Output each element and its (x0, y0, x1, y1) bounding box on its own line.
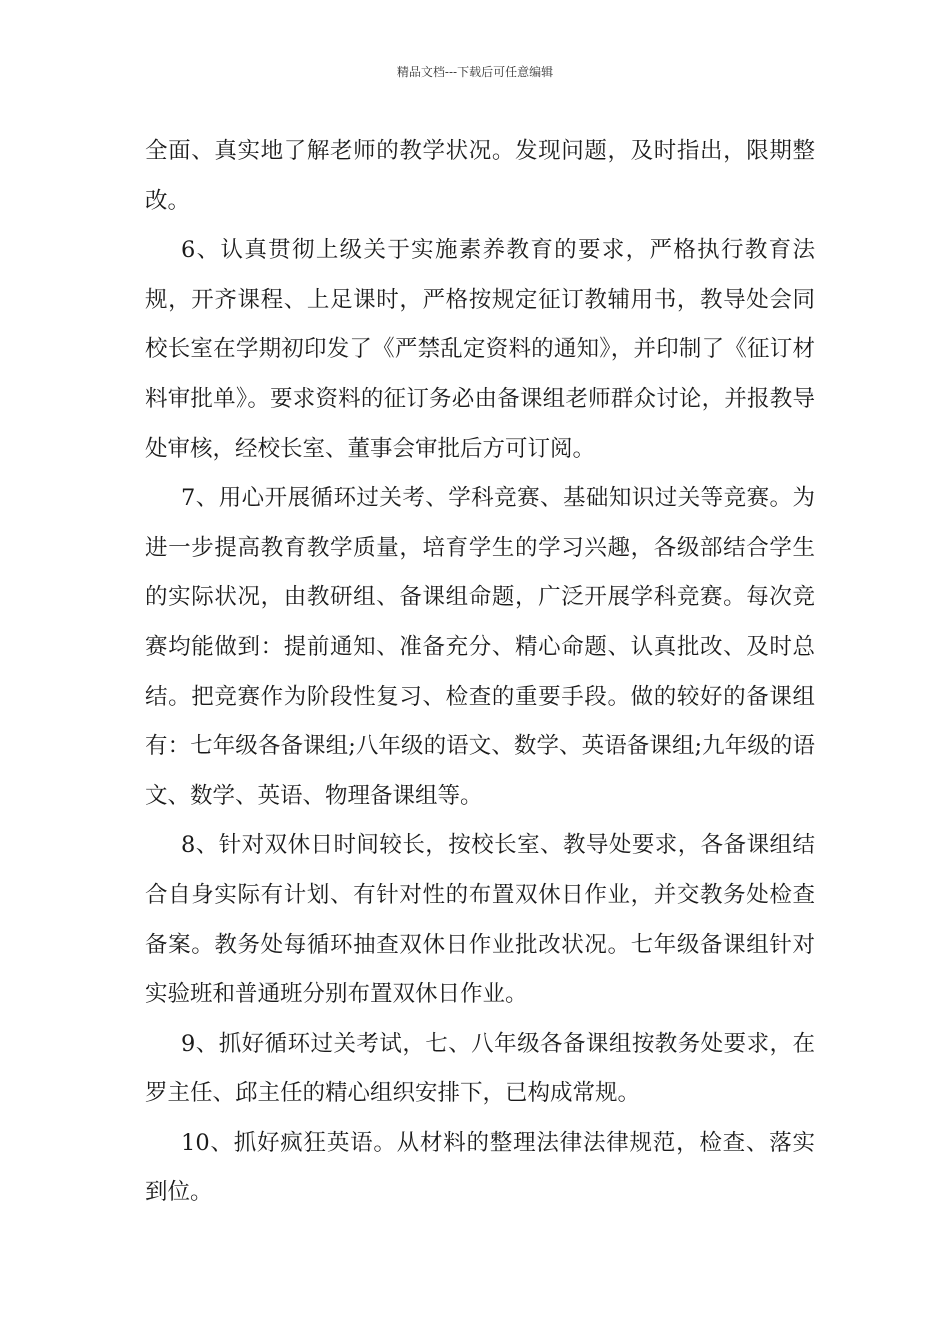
document-body (145, 127, 815, 1218)
header-text: 精品文档---下载后可任意编辑 (396, 65, 554, 79)
paragraph-item-9: 9、抓好循环过关考试，七、八年级各备课组按教务处要求，在罗主任、邱主任的精心组织安排下，已构成常规。 (145, 1030, 815, 1107)
page-header (0, 64, 950, 80)
paragraph-continuation: 全面、真实地了解老师的教学状况。发现问题，及时指出，限期整改。 (145, 138, 815, 214)
paragraph-item-6: 6、认真贯彻上级关于实施素养教育的要求，严格执行教育法规，开齐课程、上足课时，严格按规定征订教辅用书，教导处会同校长室在学期初印发了《严禁乱定资料的通知》，并印制了《征订材料审批单》。要求资料的征订务必由备课组老师群众讨论，并报教导处审核，经校长室、董事会审批后方可订阅。 (145, 237, 815, 462)
paragraph-item-7: 7、用心开展循环过关考、学科竞赛、基础知识过关等竞赛。为进一步提高教育教学质量，培育学生的学习兴趣，各级部结合学生的实际状况，由教研组、备课组命题，广泛开展学科竞赛。每次竞赛均能做到：提前通知、准备充分、精心命题、认真批改、及时总结。把竞赛作为阶段性复习、检查的重要手段。做的较好的备课组有：七年级各备课组;八年级的语文、数学、英语备课组;九年级的语文、数学、英语、物理备课组等。 (145, 485, 815, 809)
paragraph-item-10: 10、抓好疯狂英语。从材料的整理法律法律规范，检查、落实到位。 (145, 1129, 815, 1206)
paragraph-item-8: 8、针对双休日时间较长，按校长室、教导处要求，各备课组结合自身实际有计划、有针对性的布置双休日作业，并交教务处检查备案。教务处每循环抽查双休日作业批改状况。七年级备课组针对实验班和普通班分别布置双休日作业。 (145, 832, 815, 1008)
